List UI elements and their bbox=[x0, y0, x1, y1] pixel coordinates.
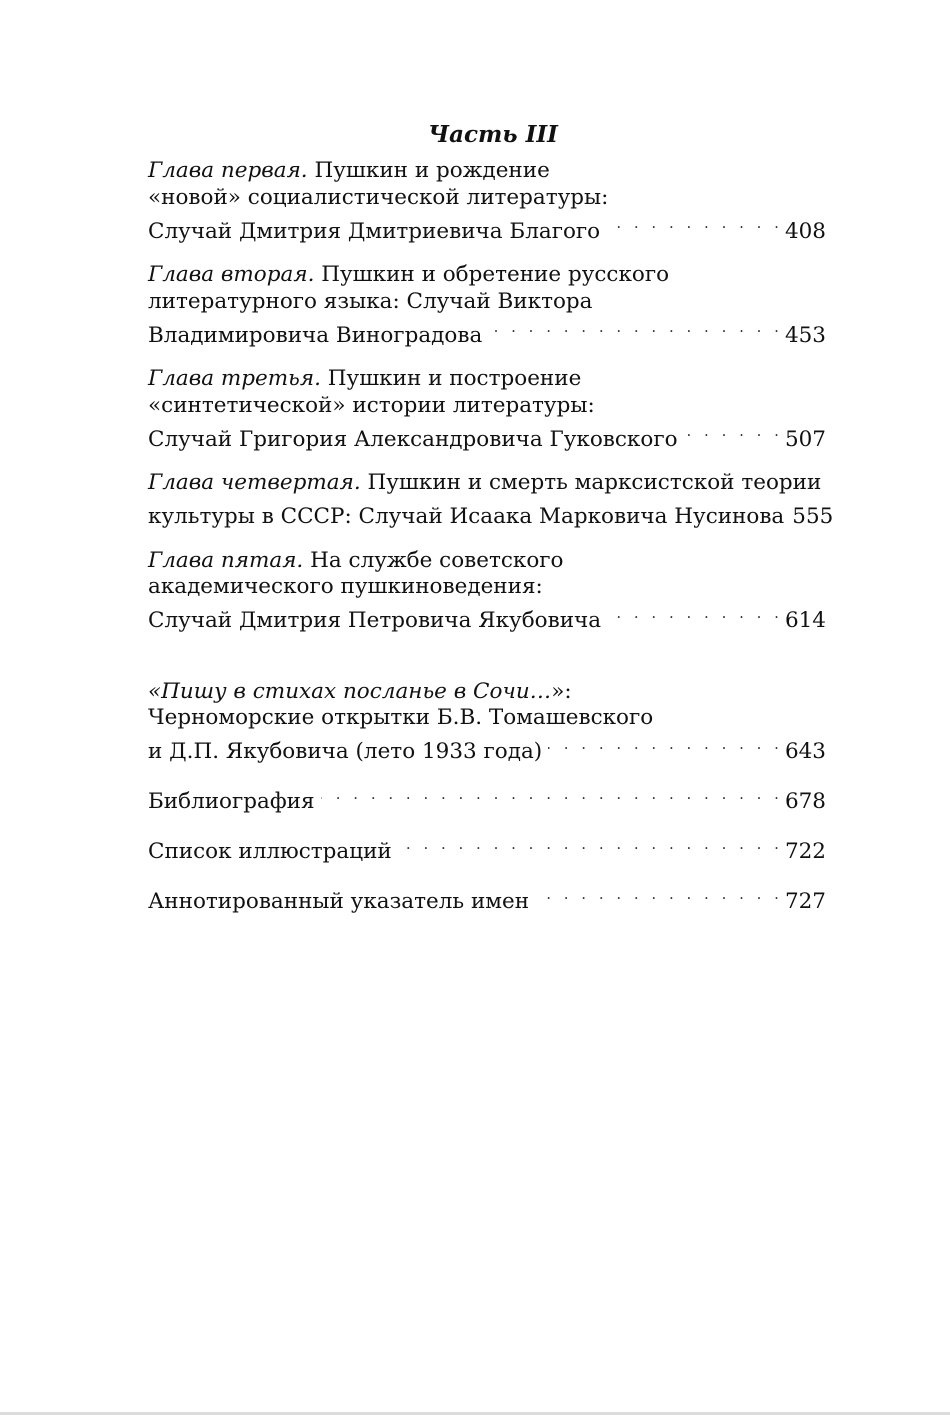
page-number: 408 bbox=[784, 218, 826, 244]
dot-leader bbox=[607, 600, 783, 627]
page-number: 722 bbox=[784, 839, 826, 864]
toc-entry-name-index[interactable] bbox=[148, 882, 826, 916]
entry-line: Черноморские открытки Б.В. Томашевского bbox=[148, 705, 654, 730]
dot-leader bbox=[535, 881, 783, 908]
toc-entry-appendix[interactable] bbox=[148, 679, 826, 766]
chapter-label: Глава первая. bbox=[148, 158, 308, 183]
chapter-title-part: Пушкин и построение bbox=[327, 366, 582, 391]
toc-entry-illustrations[interactable] bbox=[148, 832, 826, 866]
dot-leader bbox=[684, 418, 783, 445]
page-number: 678 bbox=[784, 789, 826, 814]
chapter-title-part: культуры в СССР: Случай Исаака Марковича Нусинова bbox=[148, 504, 785, 529]
chapter-title-part: Случай Дмитрия Петровича Якубовича bbox=[148, 608, 602, 633]
page-number: 555 bbox=[792, 504, 834, 529]
dot-leader bbox=[488, 314, 783, 341]
appendix-title-part: и Д.П. Якубовича (лето 1933 года) bbox=[148, 739, 543, 764]
chapter-title-part: Случай Дмитрия Дмитриевича Благого bbox=[148, 218, 601, 244]
entry-last-line bbox=[148, 832, 826, 866]
part-title: Часть III bbox=[428, 121, 558, 148]
entry-title: Список иллюстраций bbox=[148, 839, 392, 864]
entry-last-line bbox=[148, 882, 826, 916]
entry-last-line bbox=[148, 601, 826, 635]
page-number: 643 bbox=[784, 739, 826, 764]
appendix-title-italic: «Пишу в стихах посланье в Сочи… bbox=[148, 678, 552, 704]
entry-line bbox=[148, 679, 826, 706]
entry-line bbox=[148, 548, 826, 575]
chapter-title-part: Владимировича Виноградова bbox=[148, 322, 483, 348]
entry-title: Библиография bbox=[148, 789, 315, 814]
entry-line bbox=[148, 470, 826, 497]
entry-line: академического пушкиноведения: bbox=[148, 574, 543, 599]
toc-entry-chapter-5[interactable] bbox=[148, 548, 826, 635]
toc-entry-chapter-2[interactable] bbox=[148, 262, 826, 349]
entry-title: Аннотированный указатель имен bbox=[148, 889, 530, 914]
entry-last-line bbox=[148, 315, 826, 349]
chapter-label: Глава четвертая. bbox=[148, 470, 361, 495]
dot-leader bbox=[321, 781, 783, 808]
chapter-label: Глава вторая. bbox=[148, 262, 315, 287]
toc-entry-chapter-3[interactable] bbox=[148, 366, 826, 453]
entry-line: литературного языка: Случай Виктора bbox=[148, 288, 593, 314]
chapter-title-part: На службе советского bbox=[310, 547, 564, 573]
toc-entry-chapter-4[interactable] bbox=[148, 470, 834, 531]
chapter-title-part: Пушкин и рождение bbox=[314, 158, 550, 183]
dot-leader bbox=[398, 831, 783, 858]
entry-last-line bbox=[148, 732, 826, 766]
page-number: 507 bbox=[784, 426, 826, 452]
page-number: 727 bbox=[784, 889, 826, 914]
dot-leader bbox=[606, 210, 783, 237]
entry-line: «синтетической» истории литературы: bbox=[148, 392, 595, 418]
entry-line bbox=[148, 158, 826, 185]
dot-leader bbox=[548, 731, 783, 758]
table-of-contents bbox=[148, 118, 834, 916]
appendix-title-close: »: bbox=[551, 678, 572, 704]
chapter-label: Глава пятая. bbox=[148, 547, 304, 573]
chapter-label: Глава третья. bbox=[148, 366, 321, 391]
chapter-title-part: Пушкин и смерть марксистской теории bbox=[367, 470, 822, 495]
entry-line bbox=[148, 262, 826, 289]
chapter-title-part: Пушкин и обретение русского bbox=[321, 262, 670, 287]
entry-last-line bbox=[148, 419, 826, 453]
entry-last-line bbox=[148, 211, 826, 245]
chapter-title-part: Случай Григория Александровича Гуковского bbox=[148, 426, 678, 452]
page-number: 453 bbox=[784, 322, 826, 348]
entry-last-line bbox=[148, 497, 834, 531]
entry-line: «новой» социалистической литературы: bbox=[148, 184, 609, 210]
entry-line bbox=[148, 366, 826, 393]
toc-entry-chapter-1[interactable] bbox=[148, 158, 826, 245]
page-number: 614 bbox=[784, 608, 826, 633]
toc-entry-bibliography[interactable] bbox=[148, 782, 826, 816]
entry-last-line bbox=[148, 782, 826, 816]
